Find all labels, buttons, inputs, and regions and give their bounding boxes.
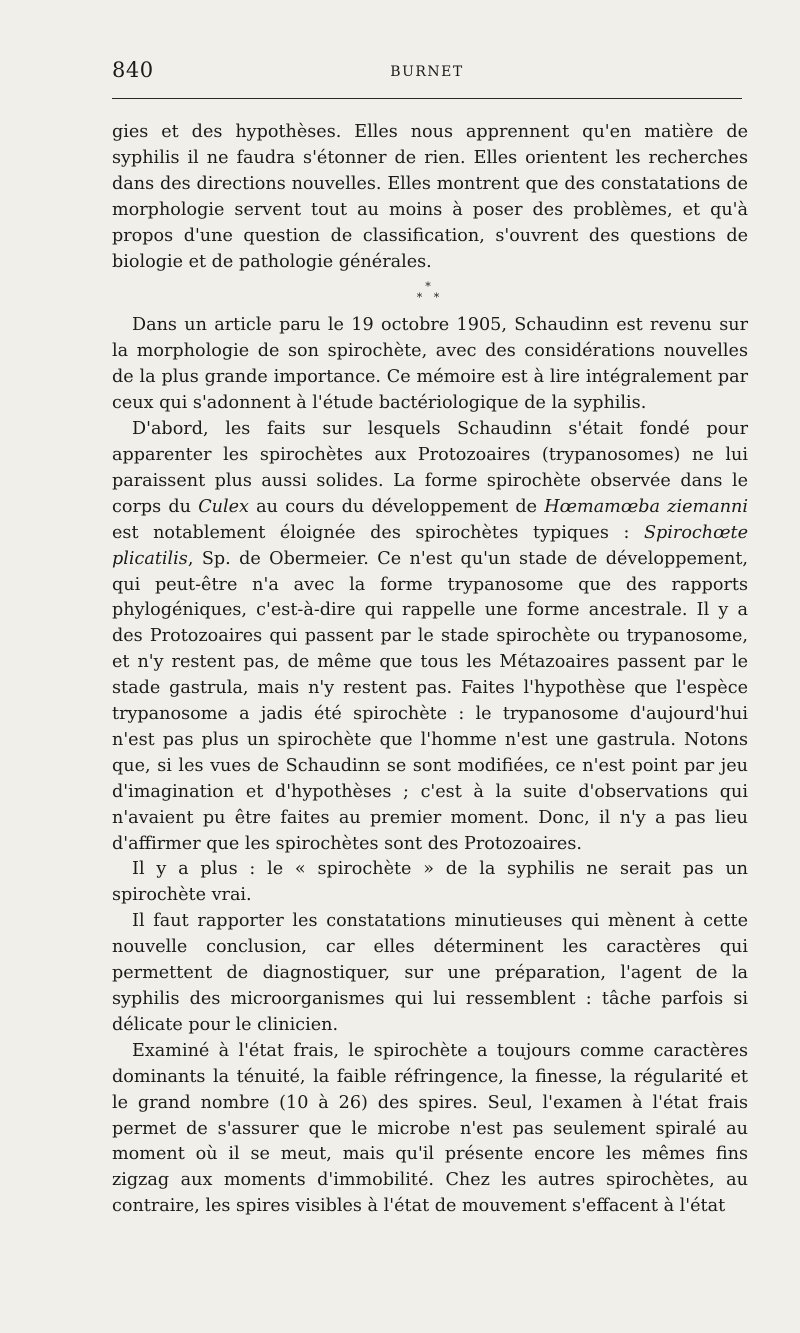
running-head: BURNET	[390, 64, 464, 80]
header-rule	[112, 98, 742, 99]
paragraph-2: Dans un article paru le 19 octobre 1905, Schaudinn est revenu sur la morphologie de son spirochète, avec des considérations nouvelles de la plus grande importance. Ce mémoire est à lire intégralement par ceux qui s'adonnent à l'étude bactériologique de la syphilis.	[112, 315, 748, 414]
haemamoeba-term: Hœmamœba ziemanni	[544, 496, 748, 517]
paragraph-6: Examiné à l'état frais, le spirochète a toujours comme caractères dominants la ténuité, la faible réfringence, la finesse, la régularité et le grand nombre (10 à 26) des spires. Seul, l'examen à l'état frais permet de s'assurer que le microbe n'est pas seulement spiralé au moment où il se meut, mais qu'il présente encore les mêmes fins zigzag aux moments d'immobilité. Chez les autres spirochètes, au contraire, les spires visibles à l'état de mouvement s'effacent à l'état	[112, 1040, 748, 1217]
paragraph-3-part-a: D'abord, les faits sur lesquels Schaudinn s'était fondé pour apparenter les spirochètes aux Protozoaires (trypanosomes) ne lui paraissent plus aussi solides. La forme spirochète observée dans le corps du	[112, 419, 748, 517]
paragraph-4: Il y a plus : le « spirochète » de la syphilis ne serait pas un spirochète vrai.	[112, 859, 748, 906]
asterism-bottom: * *	[416, 291, 444, 305]
page-number: 840	[112, 58, 154, 82]
page-header	[112, 58, 742, 94]
spirochaete-term: Spirochœte plicatilis	[112, 522, 748, 569]
paragraph-3-part-b: au cours du développement de	[248, 496, 545, 517]
body-text	[112, 120, 748, 1220]
paragraph-3	[112, 417, 748, 857]
asterism-top: *	[425, 280, 435, 294]
culex-term: Culex	[198, 496, 249, 517]
asterism-divider	[112, 281, 748, 303]
paragraph-3-part-c: est notablement éloignée des spirochètes typiques :	[112, 522, 644, 543]
paragraph-3-part-d: , Sp. de Obermeier. Ce n'est qu'un stade de développement, qui peut-être n'a avec la forme trypanosome que des rapports phylogéniques, c'est-à-dire qui rappelle une forme ancestrale. Il y a des Protozoaires qui passent par le stade spirochète ou trypanosome, et n'y restent pas, de même que tous les Métazoaires passent par le stade gastrula, mais n'y restent pas. Faites l'hypothèse que l'espèce trypanosome a jadis été spirochète : le trypanosome d'aujourd'hui n'est pas plus un spirochète que l'homme n'est une gastrula. Notons que, si les vues de Schaudinn se sont modifiées, ce n'est point par jeu d'imagination et d'hypothèses ; c'est à la suite d'observations qui n'avaient pu être faites au premier moment. Donc, il n'y a pas lieu d'affirmer que les spirochètes sont des Protozoaires.	[112, 548, 748, 854]
paragraph-1: gies et des hypothèses. Elles nous apprennent qu'en matière de syphilis il ne faudra s'étonner de rien. Elles orientent les recherches dans des directions nouvelles. Elles montrent que des constatations de morphologie servent tout au moins à poser des problèmes, et qu'à propos d'une question de classification, s'ouvrent des questions de biologie et de pathologie générales.	[112, 122, 748, 272]
paragraph-5: Il faut rapporter les constatations minutieuses qui mènent à cette nouvelle conclusion, car elles déterminent les caractères qui permettent de diagnostiquer, sur une préparation, l'agent de la syphilis des microorganismes qui lui ressemblent : tâche parfois si délicate pour le clinicien.	[112, 911, 748, 1035]
